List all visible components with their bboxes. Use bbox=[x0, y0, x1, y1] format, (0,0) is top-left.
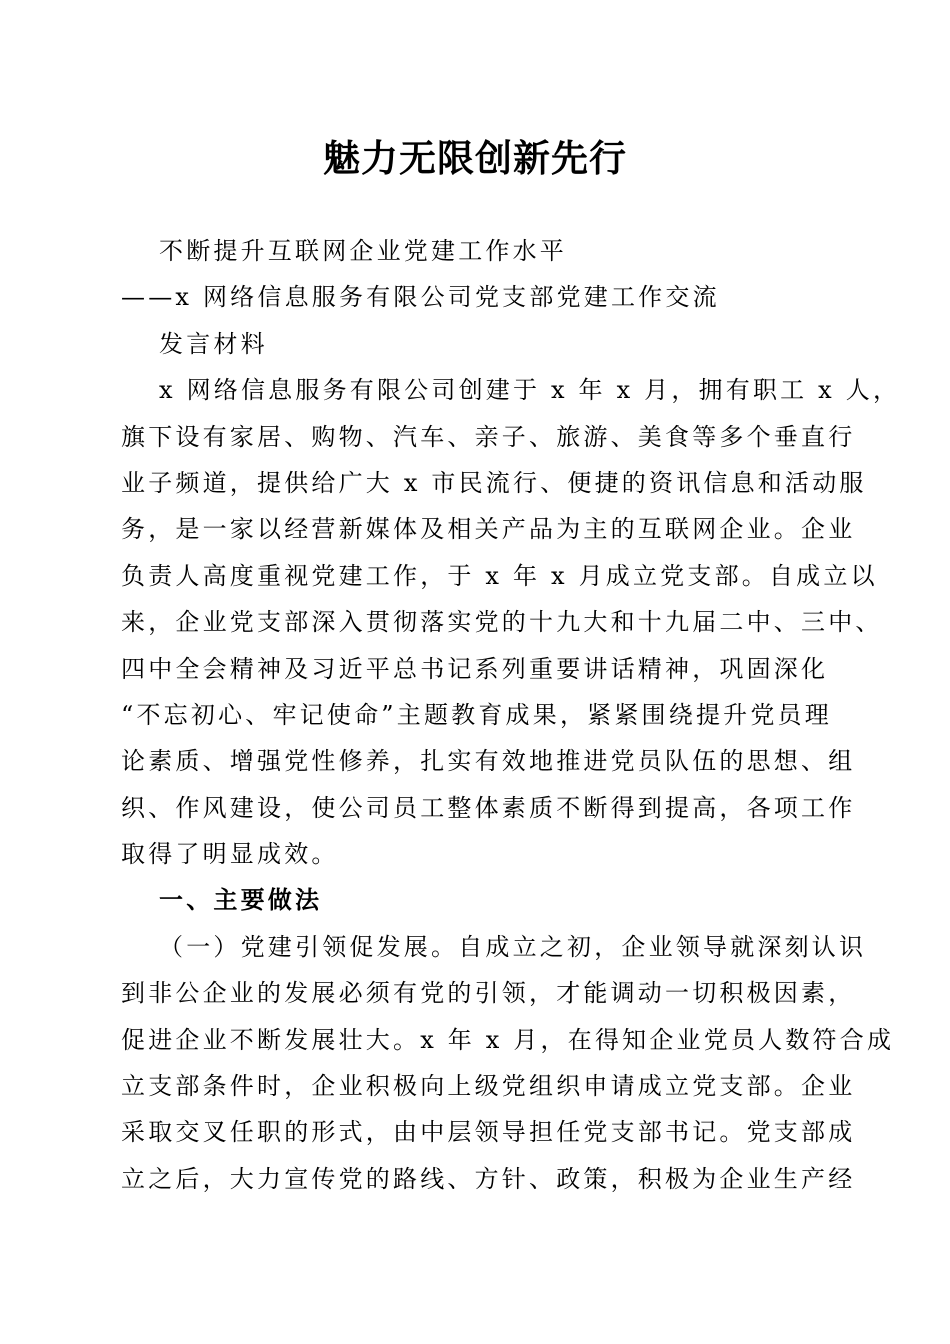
paragraph-line: “不忘初心、牢记使命”主题教育成果，紧紧围绕提升党员理 bbox=[121, 700, 832, 729]
sub-section-first-line bbox=[121, 924, 867, 970]
paragraph-line: 取得了明显成效。 bbox=[121, 840, 339, 869]
paragraph-line: 到非公企业的发展必须有党的引领，才能调动一切积极因素， bbox=[121, 979, 856, 1008]
sub-section-heading: （一）党建引领促发展。 bbox=[159, 932, 459, 961]
paragraph-line: 旗下设有家居、购物、汽车、亲子、旅游、美食等多个垂直行 bbox=[121, 422, 856, 451]
paragraph-line: 促进企业不断发展壮大。x 年 x 月，在得知企业党员人数符合成 bbox=[121, 1025, 895, 1054]
paragraph-line: 论素质、增强党性修养，扎实有效地推进党员队伍的思想、组 bbox=[121, 747, 856, 776]
subtitle-line: 不断提升互联网企业党建工作水平 bbox=[159, 237, 567, 265]
paragraph-line: 立之后，大力宣传党的路线、方针、政策，积极为企业生产经 bbox=[121, 1164, 856, 1193]
paragraph-line: 四中全会精神及习近平总书记系列重要讲话精神，巩固深化 bbox=[121, 654, 829, 683]
paragraph-line-rest: 自成立之初，企业领导就深刻认识 bbox=[458, 932, 867, 961]
subtitle-line: ——x 网络信息服务有限公司党支部党建工作交流 bbox=[121, 283, 720, 312]
paragraph-line: x 网络信息服务有限公司创建于 x 年 x 月，拥有职工 x 人， bbox=[159, 376, 901, 405]
subtitle-line: 发言材料 bbox=[159, 329, 268, 358]
paragraph-line: 务，是一家以经营新媒体及相关产品为主的互联网企业。企业 bbox=[121, 515, 856, 544]
paragraph-line: 织、作风建设，使公司员工整体素质不断得到提高，各项工作 bbox=[121, 793, 856, 822]
document-body bbox=[121, 228, 901, 1202]
paragraph-line: 立支部条件时，企业积极向上级党组织申请成立党支部。企业 bbox=[121, 1072, 856, 1101]
paragraph-line: 负责人高度重视党建工作，于 x 年 x 月成立党支部。自成立以 bbox=[121, 561, 878, 590]
section-heading: 一、主要做法 bbox=[159, 886, 323, 915]
paragraph-line: 业子频道，提供给广大 x 市民流行、便捷的资讯信息和活动服 bbox=[121, 468, 867, 497]
document-title: 魅力无限创新先行 bbox=[323, 137, 627, 180]
paragraph-line: 来，企业党支部深入贯彻落实党的十九大和十九届二中、三中、 bbox=[121, 608, 883, 637]
paragraph-line: 采取交叉任职的形式，由中层领导担任党支部书记。党支部成 bbox=[121, 1118, 856, 1147]
